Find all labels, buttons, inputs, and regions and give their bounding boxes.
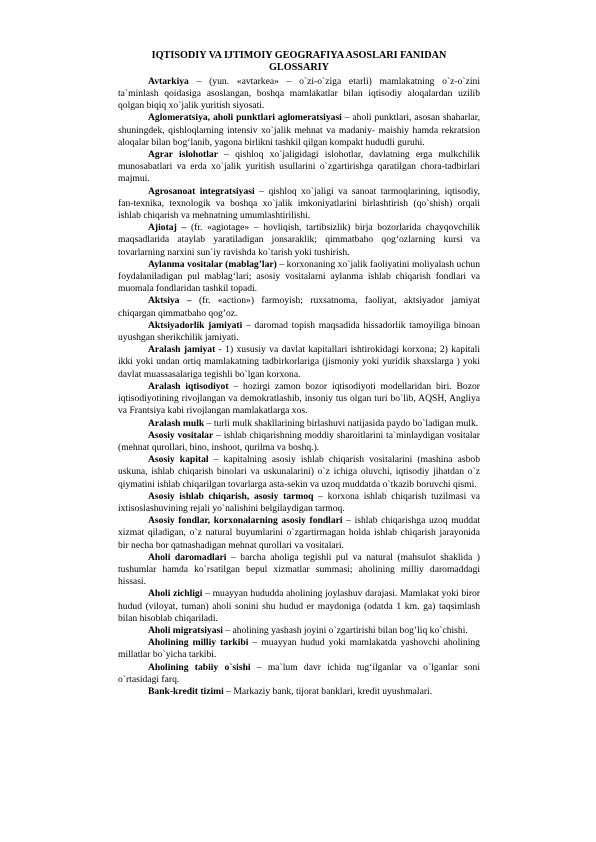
- glossary-entry: [118, 552, 480, 589]
- glossary-definition: – barcha aholiga tegishli pul va natural (mahsulot shaklida ) tushumlar hamda ko`rsatilgan bepul xizmatlar summasi; aholining milliy daromaddagi hissasi.: [118, 551, 480, 588]
- glossary-definition: – aholining yashash joyini o`zgartirishi bilan bog’liq ko`chishi.: [222, 624, 468, 636]
- glossary-definition: – aholi punktlari, asosan shaharlar, shuningdek, qishloqlarning intensiv xo`jalik mehnat va madaniy- maishiy hamda rekratsion aloqalar bilan bog‘lanib, yagona birlikni tashkil qilgan kompakt hududli guruhi.: [118, 112, 480, 148]
- glossary-definition: – muayyan hudud yoki mamlakatda yashovchi aholining millatlar bo`yicha tarkibi.: [118, 637, 480, 661]
- glossary-term: Agrar islohotlar: [148, 149, 218, 161]
- glossary-term: Aholi migratsiyasi: [148, 624, 223, 636]
- glossary-term: Aholining milliy tarkibi: [148, 637, 249, 649]
- glossary-entry: [118, 222, 480, 259]
- glossary-definition: – ishlab chiqarishning moddiy sharoitlarini ta`minlaydigan vositalar (mehnat qurollari, bino, inshoot, qurilma va boshq.).: [118, 429, 480, 453]
- glossary-term: Agrosanoat integratsiyasi: [148, 185, 255, 197]
- glossary-entry: [118, 625, 480, 637]
- glossary-entry: [118, 454, 480, 491]
- glossary-term: Asosiy fondlar, korxonalarning asosiy fondlari: [148, 515, 343, 527]
- glossary-entry: [118, 344, 480, 381]
- glossary-entry: [118, 515, 480, 552]
- glossary-entry: [118, 295, 480, 319]
- glossary-term: Aktsiyadorlik jamiyati: [148, 319, 243, 331]
- glossary-term: Aholi daromadlari: [148, 551, 227, 563]
- glossary-definition: – kapitalning asosiy ishlab chiqarish vositalarini (mashina asbob uskuna, ishlab chiqarish binolari va uskunalarini) o`z ichiga oluvchi, iqtisodiy jihatdan o`z qiymatini ishlab chiqarilgan tovarlarga asta-sekin va uzoq muddatda o`tkazib boruvchi qismi.: [118, 454, 480, 490]
- glossary-term: Asosiy kapital: [148, 454, 209, 466]
- glossary-term: Aralash iqtisodiyot: [148, 380, 229, 392]
- glossary-term: Aralash jamiyat: [148, 344, 216, 356]
- glossary-entry: [118, 76, 480, 113]
- glossary-entry: [118, 637, 480, 661]
- glossary-definition: – muayyan hududda aholining joylashuv darajasi. Mamlakat yoki biror hudud (viloyat, tuman) aholi sonini shu hudud er maydoniga (odatda 1 km. ga) taqsimlash bilan hisoblab chiqariladi.: [118, 588, 480, 624]
- glossary-definition: – korxonaning xo`jalik faoliyatini moliyalash uchun foydalaniladigan pul mablag‘lari; asosiy vositalarni aylanma ishlab chiqarish fondlari va muomala fondlaridan tashkil topadi.: [118, 258, 480, 295]
- glossary-entry: [118, 491, 480, 515]
- glossary-term: Aglomeratsiya, aholi punktlari aglomeratsiyasi: [148, 112, 342, 124]
- glossary-term: Asosiy ishlab chiqarish, asosiy tarmoq: [148, 490, 314, 502]
- glossary-term: Ajiotaj –: [148, 222, 187, 234]
- glossary-entry: [118, 686, 480, 698]
- glossary-term: Aholi zichligi: [148, 588, 203, 600]
- glossary-term: Bank-kredit tizimi: [148, 685, 224, 697]
- glossary-definition: – (yun. «avtarkea» – o`zi-o`ziga etarli) mamlakatning o`z-o`zini ta`minlash qoidasiga asoslangan, boshqa mamlakatlar bilan iqtisodiy aloqalardan uzilib qolgan biqiq xo`jalik yuritish siyosati.: [118, 75, 480, 112]
- glossary-term: Aktsiya –: [148, 295, 192, 307]
- document-title: [118, 50, 480, 75]
- glossary-definition: – daromad topish maqsadida hissadorlik tamoyiliga binoan uyushgan sherikchilik jamiyati.: [118, 319, 480, 344]
- glossary-entry: [118, 149, 480, 186]
- glossary-definition: (fr. «action») farmoyish; ruxsatnoma, faoliyat, aktsiyador jamiyat chiqargan qimmatbaho qog’oz.: [118, 295, 480, 319]
- glossary-entry: [118, 259, 480, 296]
- glossary-list: [118, 76, 480, 698]
- title-line-2: GLOSSARIY: [268, 62, 329, 74]
- glossary-definition: – Markaziy bank, tijorat banklari, kredit uyushmalari.: [223, 685, 433, 697]
- glossary-definition: – qishloq xo`jaligidagi islohotlar, davlatning erga mulkchilik munosabatlari va erda xo`jalik yuritish usullarini o`zgartirishga qaratilgan chora-tadbirlari majmui.: [118, 149, 480, 185]
- title-line-1: IQTISODIY VA IJTIMOIY GEOGRAFIYA ASOSLARI FANIDAN: [151, 50, 447, 61]
- glossary-definition: (fr. «agiotage» – hovliqish, tartibsizlik) birja bozorlarida chayqovchilik maqsadlarida ataylab yaratiladigan jonsaraklik; qimmatbaho qog‘ozlarning kursi va tovarlarning narxini sun`iy ravishda ko`tarish yoki tushirish.: [118, 222, 481, 258]
- glossary-term: Aholining tabiiy o`sishi: [148, 661, 251, 673]
- glossary-entry: [118, 430, 480, 454]
- glossary-definition: – ma`lum davr ichida tug‘ilganlar va o`lganlar soni o`rtasidagi farq.: [118, 661, 480, 685]
- glossary-definition: – korxona ishlab chiqarish tuzilmasi va ixtisoslashuvining rejali yo`nalishini belgilaydigan tarmoq.: [118, 490, 480, 514]
- glossary-term: Asosiy vositalar: [148, 429, 214, 441]
- glossary-entry: [118, 418, 480, 430]
- glossary-entry: [118, 320, 480, 344]
- glossary-entry: [118, 186, 480, 223]
- glossary-term: Aylanma vositalar (mablag’lar): [148, 258, 277, 270]
- glossary-definition: – qishloq xo`jaligi va sanoat tarmoqlarining, iqtisodiy, fan-texnika, texnologik va boshqa xo`jalik imkoniyatlarini birlashtirish (qo`shish) orqali ishlab chiqarish va mehnatning umumlashtirilishi.: [118, 185, 480, 222]
- glossary-entry: [118, 112, 480, 149]
- glossary-entry: [118, 662, 480, 686]
- glossary-entry: [118, 588, 480, 625]
- glossary-term: Aralash mulk: [148, 417, 205, 429]
- glossary-definition: – turli mulk shakllarining birlashuvi natijasida paydo bo`ladigan mulk.: [204, 417, 479, 429]
- glossary-term: Avtarkiya: [148, 75, 189, 87]
- glossary-definition: - 1) xususiy va davlat kapitallari ishtirokidagi korxona; 2) kapitali ikki yoki undan ortiq mamlakatning tadbirkorlariga (jismoniy yoki yuridik shaxslarga ) yoki davlat muassasalariga tegishli bo`lgan korxona.: [118, 344, 480, 380]
- glossary-definition: – hozirgi zamon bozor iqtisodiyoti modellaridan biri. Bozor iqtisodiyotining rivojlangan va demokratlashib, insoniy tus olgan turi bo`lib, AQSH, Angliya va Frantsiya kabi rivojlangan mamlakatlarga xos.: [118, 380, 480, 417]
- document-body: [118, 50, 480, 698]
- glossary-entry: [118, 381, 480, 418]
- glossary-definition: – ishlab chiqarishga uzoq muddat xizmat qiladigan, o`z natural buyumlarini o`zgartirmagan holda ishlab chiqarish jarayonida bir necha bor qatnashadigan mehnat qurollari va vositalari.: [118, 515, 480, 551]
